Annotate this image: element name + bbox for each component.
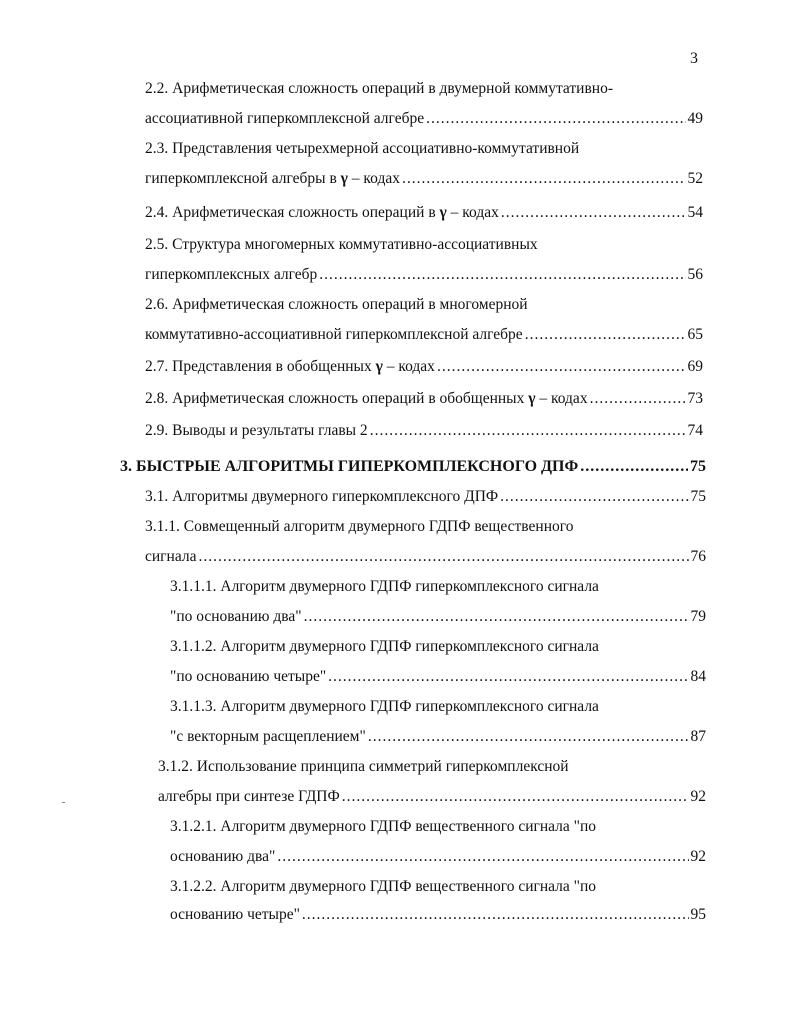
toc-chapter-3[interactable] xyxy=(120,458,706,476)
toc-entry-text: "по основанию два" xyxy=(170,608,302,625)
toc-entry-3-1-1-line1: 3.1.1. Совмещенный алгоритм двумерного ГДПФ вещественного xyxy=(145,518,574,535)
toc-page-number: 84 xyxy=(690,668,706,685)
toc-page-number: 92 xyxy=(690,848,706,865)
dot-leader xyxy=(304,608,689,626)
dot-leader xyxy=(277,848,688,866)
toc-entry-3-1-1-3-line1: 3.1.1.3. Алгоритм двумерного ГДПФ гиперкомплексного сигнала xyxy=(170,698,599,715)
toc-page-number: 52 xyxy=(687,170,703,187)
toc-entry-3-1[interactable] xyxy=(145,488,706,506)
toc-entry-text: 3. БЫСТРЫЕ АЛГОРИТМЫ ГИПЕРКОМПЛЕКСНОГО ДПФ xyxy=(120,458,579,475)
toc-entry-2-9[interactable] xyxy=(145,422,703,440)
toc-entry-text: основанию четыре" xyxy=(170,906,300,923)
toc-page-number: 73 xyxy=(687,390,703,407)
toc-page-number: 79 xyxy=(690,608,706,625)
dot-leader xyxy=(525,326,686,344)
toc-entry-text: основанию два" xyxy=(170,848,276,865)
toc-entry-2-2[interactable] xyxy=(145,110,703,128)
toc-entry-2-4[interactable] xyxy=(145,204,703,222)
toc-entry-text: 2.4. Арифметическая сложность операций в γ – кодах xyxy=(145,204,499,221)
toc-entry-text: "по основанию четыре" xyxy=(170,668,327,685)
dot-leader xyxy=(501,204,686,222)
toc-entry-3-1-2-2-line1: 3.1.2.2. Алгоритм двумерного ГДПФ вещественного сигнала "по xyxy=(170,878,597,895)
toc-entry-2-7[interactable] xyxy=(145,358,703,376)
dot-leader xyxy=(319,266,685,284)
toc-page-number: 87 xyxy=(690,728,706,745)
toc-entry-text: гиперкомплексных алгебр xyxy=(145,266,318,283)
dot-leader xyxy=(426,110,685,128)
toc-entry-3-1-1-2-line1: 3.1.1.2. Алгоритм двумерного ГДПФ гиперкомплексного сигнала xyxy=(170,638,599,655)
toc-page-number: 56 xyxy=(687,266,703,283)
dot-leader xyxy=(402,170,686,188)
toc-page-number: 95 xyxy=(690,906,706,923)
toc-entry-text: гиперкомплексной алгебры в γ – кодах xyxy=(145,170,400,187)
toc-entry-text: 3.1. Алгоритмы двумерного гиперкомплексного ДПФ xyxy=(145,488,499,505)
toc-entry-text: "с векторным расщеплением" xyxy=(170,728,366,745)
toc-entry-2-8[interactable] xyxy=(145,390,703,408)
toc-entry-text: сигнала xyxy=(145,548,197,565)
toc-entry-2-5-line1: 2.5. Структура многомерных коммутативно-ассоциативных xyxy=(145,236,538,253)
toc-entry-2-6-line1: 2.6. Арифметическая сложность операций в многомерной xyxy=(145,296,528,313)
gamma-symbol: γ xyxy=(528,390,536,407)
toc-entry-3-1-1-2[interactable] xyxy=(170,668,706,686)
toc-page-number: 76 xyxy=(690,548,706,565)
dot-leader xyxy=(437,358,686,376)
dot-leader xyxy=(368,728,689,746)
toc-page-number: 75 xyxy=(690,458,706,475)
dot-leader xyxy=(580,458,688,476)
toc-entry-text: ассоциативной гиперкомплексной алгебре xyxy=(145,110,425,127)
toc-entry-3-1-2-line1: 3.1.2. Использование принципа симметрий гиперкомплексной xyxy=(158,758,569,775)
dot-leader xyxy=(500,488,688,506)
toc-entry-text: 2.8. Арифметическая сложность операций в обобщенных γ – кодах xyxy=(145,390,588,407)
page-number: 3 xyxy=(690,50,698,67)
scan-speck xyxy=(62,802,65,803)
dot-leader xyxy=(370,422,686,440)
dot-leader xyxy=(302,906,689,924)
toc-entry-text: 2.7. Представления в обобщенных γ – кодах xyxy=(145,358,435,375)
toc-entry-2-6[interactable] xyxy=(145,326,703,344)
toc-entry-3-1-2-1[interactable] xyxy=(170,848,706,866)
gamma-symbol: γ xyxy=(375,358,383,375)
toc-entry-text: коммутативно-ассоциативной гиперкомплексной алгебре xyxy=(145,326,523,343)
toc-entry-3-1-1[interactable] xyxy=(145,548,706,566)
toc-page-number: 69 xyxy=(687,358,703,375)
toc-page-number: 54 xyxy=(687,204,703,221)
toc-entry-text: алгебры при синтезе ГДПФ xyxy=(158,788,340,805)
toc-page-number: 65 xyxy=(687,326,703,343)
toc-entry-3-1-1-1-line1: 3.1.1.1. Алгоритм двумерного ГДПФ гиперкомплексного сигнала xyxy=(170,578,599,595)
dot-leader xyxy=(590,390,686,408)
dot-leader xyxy=(198,548,688,566)
toc-page-number: 75 xyxy=(690,488,706,505)
toc-entry-3-1-2-2[interactable] xyxy=(170,906,706,924)
toc-entry-2-5[interactable] xyxy=(145,266,703,284)
dot-leader xyxy=(342,788,689,806)
toc-entry-2-3-line1: 2.3. Представления четырехмерной ассоциативно-коммутативной xyxy=(145,140,580,157)
toc-entry-2-3[interactable] xyxy=(145,170,703,188)
toc-entry-2-2-line1: 2.2. Арифметическая сложность операций в двумерной коммутативно- xyxy=(145,80,613,97)
toc-entry-3-1-2[interactable] xyxy=(158,788,706,806)
toc-entry-text: 2.9. Выводы и результаты главы 2 xyxy=(145,422,368,439)
toc-entry-3-1-1-3[interactable] xyxy=(170,728,706,746)
gamma-symbol: γ xyxy=(439,204,447,221)
gamma-symbol: γ xyxy=(340,170,348,187)
toc-entry-3-1-2-1-line1: 3.1.2.1. Алгоритм двумерного ГДПФ вещественного сигнала "по xyxy=(170,818,597,835)
toc-page-number: 49 xyxy=(687,110,703,127)
dot-leader xyxy=(328,668,688,686)
toc-entry-3-1-1-1[interactable] xyxy=(170,608,706,626)
toc-page-number: 74 xyxy=(687,422,703,439)
toc-page-number: 92 xyxy=(690,788,706,805)
